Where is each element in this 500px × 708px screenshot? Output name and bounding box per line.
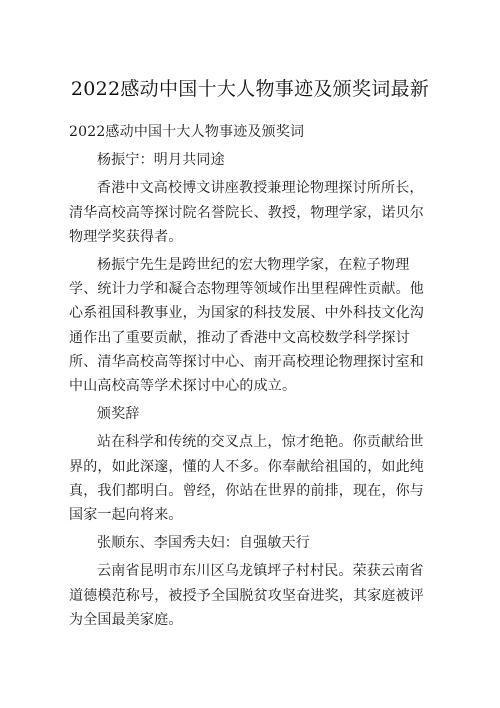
document-subtitle: 2022感动中国十大人物事迹及颁奖词 xyxy=(69,124,305,140)
paragraph-yang-contribution: 杨振宁先生是跨世纪的宏大物理学家，在粒子物理学、统计力学和凝合态物理等领域作出里程碑性贡献。他心系祖国科教事业，为国家的科技发展、中外科技文化沟通作出了重要贡献，推动了香港中文高校数学科学探讨所、清华高校高等探讨中心、南开高校理论物理探讨室和中山高校高等学术探讨中心的成立。 xyxy=(69,257,424,395)
section-heading-yang: 杨振宁：明月共同途 xyxy=(97,152,225,169)
paragraph-award-citation: 站在科学和传统的交叉点上，惊才绝艳。你贡献给世界的，如此深邃，懂的人不多。你奉献给祖国的，如此纯真，我们都明白。曾经，你站在世界的前排，现在，你与国家一起向将来。 xyxy=(69,434,424,524)
document-title: 2022感动中国十大人物事迹及颁奖词最新 xyxy=(70,78,430,100)
section-heading-zhang-li: 张顺东、李国秀夫妇：自强敏天行 xyxy=(97,535,310,552)
paragraph-zhang-li-bio: 云南省昆明市东川区乌龙镇坪子村村民。荣获云南省道德模范称号，被授予全国脱贫攻坚奋进奖，其家庭被评为全国最美家庭。 xyxy=(69,563,424,628)
award-citation-heading: 颁奖辞 xyxy=(97,406,140,423)
document-body xyxy=(69,120,437,636)
paragraph-yang-bio: 香港中文高校博文讲座教授兼理论物理探讨所所长，清华高校高等探讨院名誉院长、教授，物理学家，诺贝尔物理学奖获得者。 xyxy=(69,180,424,245)
